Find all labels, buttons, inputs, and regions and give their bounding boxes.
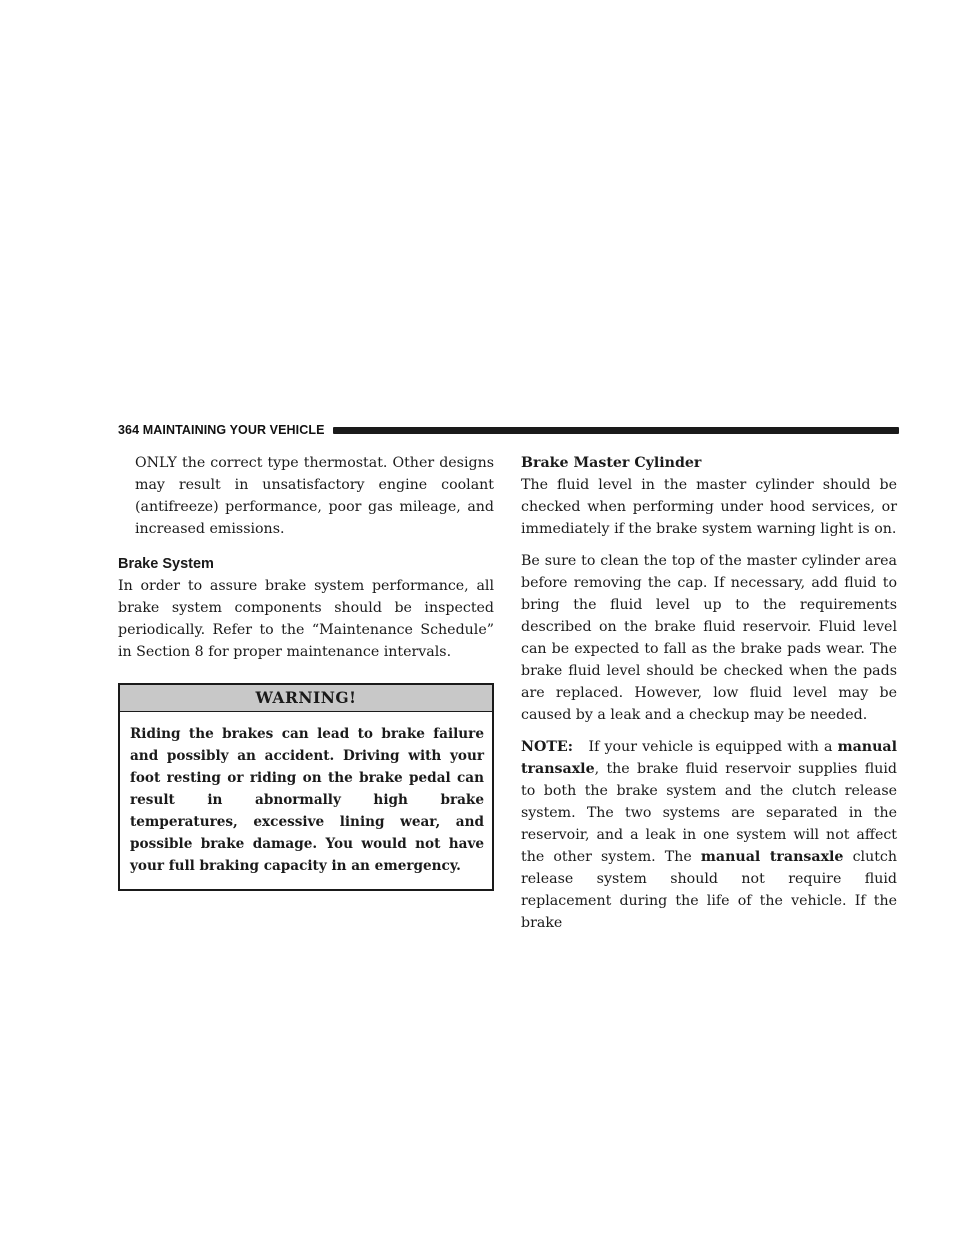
warning-text: Riding the brakes can lead to brake failure and possibly an accident. Driving with your foot resting or riding on the brake pedal can result in abnormally high brake temperatures, excessive lining wear, and possible brake damage. You would not have your full braking capacity in an emergency.	[130, 726, 484, 874]
right-column	[521, 452, 897, 934]
section-title: MAINTAINING YOUR VEHICLE	[142, 423, 325, 437]
note-term-manual-transaxle-1: manual transaxle	[521, 739, 898, 777]
page-number: 364	[118, 423, 140, 437]
brake-system-heading: Brake System	[118, 556, 214, 572]
note-term-manual-transaxle-2: manual transaxle	[700, 849, 844, 865]
master-cylinder-paragraph-2: Be sure to clean the top of the master cylinder area before removing the cap. If necessary, add fluid to bring the fluid level up to the requirements described on the brake fluid reservoir. Fluid level can be expected to fall as the brake pads wear. The brake fluid level should be checked when the pads are replaced. However, low fluid level may be caused by a leak and a checkup may be needed.	[521, 553, 897, 723]
left-column	[118, 452, 494, 891]
note-text-2: , the brake fluid reservoir supplies fluid to both the brake system and the clutch release system. The two systems are separated in the reservoir, and a leak in one system will not affect the other system. The	[521, 761, 897, 865]
thermostat-continuation: ONLY the correct type thermostat. Other designs may result in unsatisfactory engine coolant (antifreeze) performance, poor gas mileage, and increased emissions.	[135, 455, 494, 537]
master-cylinder-paragraph-1: The fluid level in the master cylinder should be checked when performing under hood services, or immediately if the brake system warning light is on.	[521, 477, 897, 537]
note-text-3: clutch release system should not require fluid replacement during the life of the vehicle. If the brake	[521, 849, 897, 931]
running-head	[118, 421, 899, 439]
warning-box	[118, 683, 494, 891]
warning-title: WARNING!	[120, 685, 492, 712]
brake-system-paragraph: In order to assure brake system performance, all brake system components should be inspected periodically. Refer to the “Maintenance Schedule” in Section 8 for proper maintenance intervals.	[118, 578, 494, 660]
note-paragraph	[521, 736, 897, 934]
note-text-1: If your vehicle is equipped with a	[588, 739, 833, 755]
page-header-label	[118, 423, 325, 437]
header-rule	[333, 427, 899, 434]
brake-master-cylinder-heading: Brake Master Cylinder	[521, 455, 702, 471]
note-label: NOTE:	[521, 739, 573, 755]
